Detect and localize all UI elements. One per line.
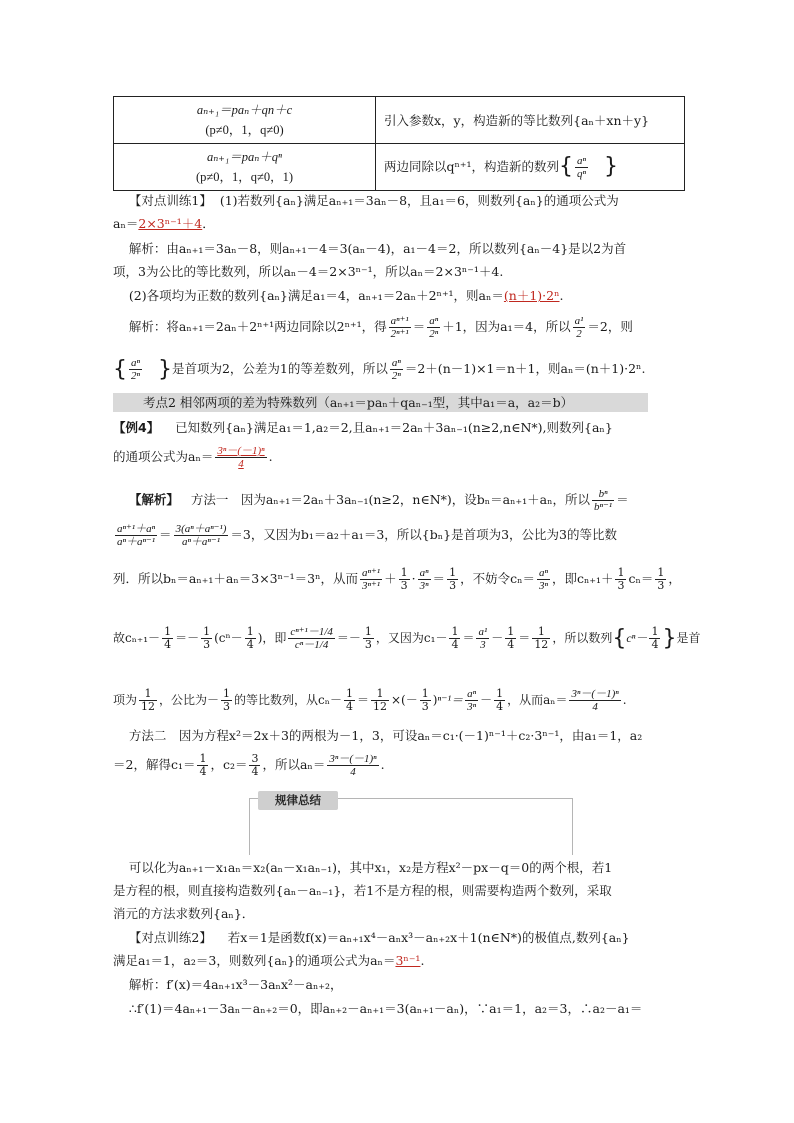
solution-method2-line1: 方法二 因为方程x²＝2x＋3的两根为－1，3，可设aₙ＝c₁·(－1)ⁿ⁻¹＋c₂·3ⁿ⁻¹，由a₁＝1，a₂ <box>128 728 643 743</box>
solution-label: 【解析】 <box>128 492 179 507</box>
fraction: $\frac{\text{aⁿ}}{\text{3ⁿ}}$ <box>538 567 548 592</box>
fraction: $\frac{\text{3ⁿ－(－1)ⁿ}}{4}$ <box>329 753 377 778</box>
example-label: 【例4】 <box>113 420 160 435</box>
solution-line: 故cₙ₊₁－ $\frac{1}{4}$ ＝－ $\frac{1}{3}$ (cⁿ－ $\frac{1}{4}$ )，即 $\frac{\text{cⁿ⁺¹－1/4}}{\text{cⁿ－1/4}}$ ＝－ $\frac{1}{3}$ ，又因为c₁－ $\frac{1}{4}$ ＝ $\frac{\text{a¹}}{3}$ － $\frac{1}{4}$ ＝ $\frac{1}{12}$ ，所以数列{cⁿ－ $\frac{1}{4}$ }是首 <box>113 625 701 651</box>
fraction: $\frac{\text{aⁿ⁺¹＋aⁿ}}{\text{aⁿ＋aⁿ⁻¹}}$ <box>117 523 156 548</box>
fraction: $\frac{1}{4}$ <box>246 625 254 651</box>
rule-summary-text: 可以化为aₙ₊₁－x₁aₙ＝x₂(aₙ－x₁aₙ₋₁)，其中x₁，x₂是方程x²－px－q＝0的两个根，若1 <box>128 860 613 875</box>
fraction: $\frac{\text{a¹}}{3}$ <box>478 626 488 651</box>
fraction: $\frac{1}{3}$ <box>657 566 665 592</box>
fraction: $\frac{1}{12}$ <box>534 625 549 651</box>
right-brace-icon: } <box>604 154 618 179</box>
fraction: $\frac{\text{bⁿ}}{\text{bⁿ⁻¹}}$ <box>594 488 613 513</box>
left-brace-icon: { <box>559 154 574 179</box>
fraction: $\frac{1}{3}$ <box>400 566 408 592</box>
fraction: $\frac{1}{3}$ <box>223 687 231 713</box>
training2-solution-line1: 解析：f′(x)＝4aₙ₊₁x³－3aₙx²－aₙ₊₂， <box>128 977 343 992</box>
fraction: $\frac{\text{3(aⁿ＋aⁿ⁻¹)}}{\text{aⁿ＋aⁿ⁻¹}}$ <box>175 523 227 548</box>
table-row <box>114 97 685 144</box>
fraction: $\frac{\text{aⁿ}}{\text{2ⁿ}}$ <box>131 357 140 382</box>
recurrence-formula: aₙ₊₁＝paₙ＋qⁿ <box>206 150 282 164</box>
solution-line: 项为 $\frac{1}{12}$ ，公比为－ $\frac{1}{3}$ 的等比数列，从cₙ－ $\frac{1}{4}$ ＝ $\frac{1}{12}$ ×(－ $\frac{1}{3}$ )ⁿ⁻¹＝ $\frac{\text{aⁿ}}{\text{3ⁿ}}$ － $\frac{1}{4}$ ，从而aₙ＝ $\frac{\text{3ⁿ－(－1)ⁿ}}{4}$ . <box>113 687 627 713</box>
table-cell-formula <box>114 97 376 144</box>
training2-title: 【对点训练2】 <box>128 930 212 945</box>
training2-question-line1: 【对点训练2】 若x＝1是函数f(x)＝aₙ₊₁x⁴－aₙx³－aₙ₊₂x＋1(n∈N*)的极值点,数列{aₙ} <box>128 930 630 945</box>
training1-answer1: aₙ＝2×3ⁿ⁻¹＋4． <box>113 216 215 231</box>
training1-title: 【对点训练1】 <box>128 193 212 208</box>
table-cell-method: 引入参数x，y，构造新的等比数列{aₙ＋xn＋y} <box>376 97 685 144</box>
fraction: $\frac{1}{4}$ <box>345 687 353 713</box>
training1-solution1-line2: 项，3为公比的等比数列，所以aₙ－4＝2×3ⁿ⁻¹，所以aₙ＝2×3ⁿ⁻¹＋4. <box>113 264 504 279</box>
recurrence-condition: (p≠0，1，q≠0，1) <box>195 170 294 184</box>
fraction: $\frac{\text{3ⁿ－(－1)ⁿ}}{4}$ <box>571 688 619 713</box>
fraction: $\frac{3}{4}$ <box>251 752 259 778</box>
fraction: $\frac{\text{aⁿ⁺¹}}{\text{3ⁿ⁺¹}}$ <box>362 567 381 592</box>
table-row <box>114 144 685 191</box>
recurrence-formula: aₙ₊₁＝paₙ＋qn＋c <box>196 103 293 117</box>
topic-banner: 考点2 相邻两项的差为特殊数列（aₙ₊₁＝paₙ＋qaₙ₋₁型，其中a₁＝a，a₂＝b） <box>113 393 648 412</box>
table-cell-formula <box>114 144 376 191</box>
method-text: 两边同除以qⁿ⁺¹，构造新的数列 <box>384 158 560 174</box>
fraction: $\frac{\text{aⁿ}}{\text{2ⁿ}}$ <box>429 315 439 340</box>
answer-blank: 2×3ⁿ⁻¹＋4 <box>138 216 203 231</box>
fraction: $\frac{\text{aⁿ}}{\text{qⁿ}}$ <box>577 154 586 180</box>
fraction: $\frac{1}{12}$ <box>372 687 387 713</box>
answer-blank: 3ⁿ⁻¹ <box>395 953 421 968</box>
fraction: $\frac{\text{aⁿ}}{\text{2ⁿ}}$ <box>391 357 401 382</box>
fraction: $\frac{1}{4}$ <box>507 625 515 651</box>
solution-line: 列．所以bₙ＝aₙ₊₁＋aₙ＝3×3ⁿ⁻¹＝3ⁿ，从而 $\frac{\text{aⁿ⁺¹}}{\text{3ⁿ⁺¹}}$ ＋ $\frac{1}{3}$ · $\frac{\text{aⁿ}}{\text{3ⁿ}}$ ＝ $\frac{1}{3}$ ，不妨令cₙ＝ $\frac{\text{aⁿ}}{\text{3ⁿ}}$ ，即cₙ₊₁＋ $\frac{1}{3}$ cₙ＝ $\frac{1}{3}$ ， <box>113 566 681 592</box>
fraction: $\frac{1}{3}$ <box>364 625 372 651</box>
fraction: $\frac{1}{12}$ <box>141 687 156 713</box>
training2-question-line2: 满足a₁＝1，a₂＝3，则数列{aₙ}的通项公式为aₙ＝3ⁿ⁻¹. <box>113 953 425 968</box>
rule-summary-tag: 规律总结 <box>258 791 338 810</box>
fraction: $\frac{\text{aⁿ⁺¹}}{\text{2ⁿ⁺¹}}$ <box>390 315 409 340</box>
fraction: $\frac{1}{4}$ <box>451 625 459 651</box>
fraction: $\frac{1}{4}$ <box>496 687 504 713</box>
solution-line: $\frac{\text{aⁿ⁺¹＋aⁿ}}{\text{aⁿ＋aⁿ⁻¹}}$ ＝ $\frac{\text{3(aⁿ＋aⁿ⁻¹)}}{\text{aⁿ＋aⁿ⁻¹}}$ ＝3，又因为b₁＝a₂＋a₁＝3，所以{bₙ}是首项为3，公比为3的等比数 <box>117 523 617 548</box>
fraction: $\frac{\text{aⁿ}}{\text{3ⁿ}}$ <box>467 688 477 713</box>
training1-solution2-line1: 解析：将aₙ₊₁＝2aₙ＋2ⁿ⁺¹两边同除以2ⁿ⁺¹，得 $\frac{\text{aⁿ⁺¹}}{\text{2ⁿ⁺¹}}$ ＝ $\frac{\text{aⁿ}}{\text{2ⁿ}}$ ＋1，因为a₁＝4，所以 $\frac{\text{a¹}}{2}$ ＝2，则 <box>128 315 633 340</box>
fraction: $\frac{\text{aⁿ}}{\text{3ⁿ}}$ <box>419 567 429 592</box>
rule-summary-text: 是方程的根，则直接构造数列{aₙ－aₙ₋₁}，若1不是方程的根，则需要构造两个数列，采取 <box>113 883 612 898</box>
fraction: $\frac{1}{4}$ <box>199 752 207 778</box>
left-brace-icon: { <box>113 356 127 382</box>
training1-question1: 【对点训练1】 (1)若数列{aₙ}满足aₙ₊₁＝3aₙ－8，且a₁＝6，则数列{aₙ}的通项公式为 <box>128 193 619 208</box>
fraction: $\frac{\text{cⁿ⁺¹－1/4}}{\text{cⁿ－1/4}}$ <box>290 626 333 651</box>
training1-solution2-line2: { $\frac{\text{aⁿ}}{\text{2ⁿ}}$ }是首项为2，公差为1的等差数列，所以 $\frac{\text{aⁿ}}{\text{2ⁿ}}$ ＝2＋(n－1)×1＝n＋1，则aₙ＝(n＋1)·2ⁿ. <box>113 356 646 382</box>
solution-line: 【解析】 方法一 因为aₙ₊₁＝2aₙ＋3aₙ₋₁(n≥2，n∈N*)，设bₙ＝aₙ₊₁＋aₙ，所以 $\frac{\text{bⁿ}}{\text{bⁿ⁻¹}}$ ＝ <box>128 488 629 513</box>
fraction: $\frac{1}{3}$ <box>617 566 625 592</box>
example4-question: 【例4】 已知数列{aₙ}满足a₁＝1,a₂＝2,且aₙ₊₁＝2aₙ＋3aₙ₋₁(n≥2,n∈N*),则数列{aₙ} <box>113 420 613 435</box>
fraction: $\frac{1}{3}$ <box>449 566 457 592</box>
recurrence-condition: (p≠0，1，q≠0) <box>205 123 284 137</box>
training1-solution1-line1: 解析：由aₙ₊₁＝3aₙ－8，则aₙ₊₁－4＝3(aₙ－4)，a₁－4＝2，所以数列{aₙ－4}是以2为首 <box>128 241 627 256</box>
answer-blank: (n＋1)·2ⁿ <box>503 288 560 303</box>
solution-method2-line2: ＝2，解得c₁＝ $\frac{1}{4}$ ，c₂＝ $\frac{3}{4}$ ，所以aₙ＝ $\frac{\text{3ⁿ－(－1)ⁿ}}{4}$ . <box>113 752 385 778</box>
rule-summary-text: 消元的方法求数列{aₙ}． <box>113 906 255 921</box>
fraction: $\frac{1}{4}$ <box>651 625 659 651</box>
answer-blank: $\frac{\text{3ⁿ－(－1)ⁿ}}{4}$ <box>217 445 265 470</box>
table-cell-method <box>376 144 685 191</box>
methods-table <box>113 96 685 191</box>
training1-question2: (2)各项均为正数的数列{aₙ}满足a₁＝4，aₙ₊₁＝2aₙ＋2ⁿ⁺¹，则aₙ＝(n＋1)·2ⁿ. <box>128 288 564 303</box>
training2-solution-line2: ∴f′(1)＝4aₙ₊₁－3aₙ－aₙ₊₂＝0，即aₙ₊₂－aₙ₊₁＝3(aₙ₊₁－aₙ)，∵a₁＝1，a₂＝3，∴a₂－a₁＝ <box>128 1001 643 1016</box>
example4-answer: 的通项公式为aₙ＝ $\frac{\text{3ⁿ－(－1)ⁿ}}{4}$ . <box>113 445 273 470</box>
fraction: $\frac{1}{3}$ <box>421 687 429 713</box>
fraction: $\frac{1}{4}$ <box>164 625 172 651</box>
fraction: $\frac{\text{a¹}}{2}$ <box>574 315 584 340</box>
right-brace-icon: } <box>157 356 172 382</box>
fraction: $\frac{1}{3}$ <box>203 625 211 651</box>
